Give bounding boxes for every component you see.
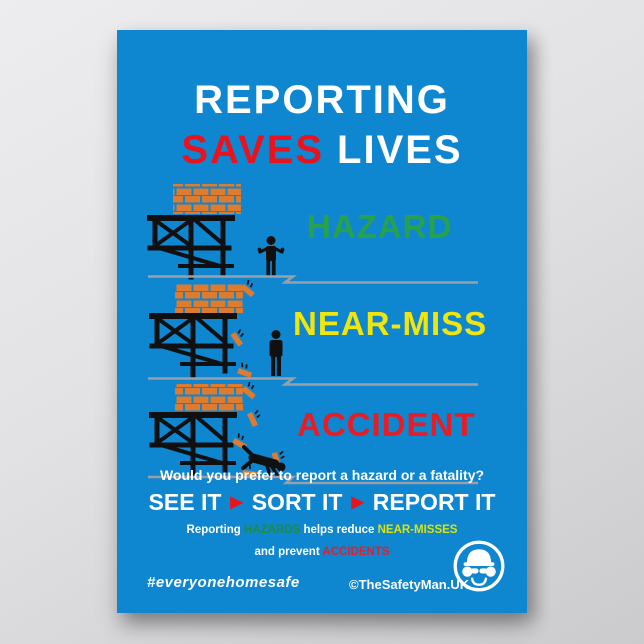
cta-sort-it: SORT IT (251, 489, 343, 515)
falling-brick-icon (241, 381, 259, 399)
title-saves: SAVES (181, 128, 325, 172)
hard-hat-icon (467, 549, 491, 563)
scaffold-icon (150, 218, 232, 277)
summary-line2-prefix: and prevent (254, 546, 323, 558)
brick-wall-icon (173, 184, 241, 214)
scaffold-icon (152, 316, 234, 375)
poster (117, 30, 527, 613)
summary-line1 (117, 524, 527, 536)
poster-title-line2 (117, 128, 527, 173)
scaffold-icon (152, 415, 234, 474)
question-text: Would you prefer to report a hazard or a fatality? (159, 467, 485, 483)
summary-word-hazards: HAZARDS (244, 524, 301, 536)
summary-word-accidents: ACCIDENTS (322, 546, 390, 558)
footer-credit: ©TheSafetyMan.UK (349, 577, 470, 592)
falling-brick-icon (237, 362, 254, 378)
summary-line1-prefix: Reporting (186, 524, 245, 536)
worker-standing-icon (270, 330, 283, 376)
chin-outline (472, 578, 486, 585)
summary-word-near-misses: NEAR-MISSES (377, 524, 458, 536)
arrow-right-icon: ▶ (230, 493, 243, 511)
scene-label-near-miss: NEAR-MISS (293, 305, 488, 342)
cta-line (117, 489, 527, 516)
safety-glasses-icon (479, 568, 487, 573)
worker-standing-icon (258, 236, 285, 276)
scene-label-hazard: HAZARD (307, 208, 453, 245)
falling-brick-icon (232, 433, 250, 450)
hard-hat-brim-icon (464, 562, 495, 566)
title-lives: LIVES (337, 128, 463, 172)
scene-label-accident: ACCIDENT (297, 406, 476, 443)
falling-brick-icon (247, 409, 263, 427)
safety-glasses-icon (471, 568, 479, 573)
summary-line1-middle: helps reduce (300, 524, 378, 536)
ground-line (148, 379, 478, 385)
falling-brick-icon (240, 279, 258, 297)
brick-wall-icon (175, 284, 243, 313)
footer-hashtag: #everyonehomesafe (147, 574, 300, 591)
cta-see-it: SEE IT (148, 489, 222, 515)
arrow-right-icon: ▶ (351, 493, 364, 511)
ground-line (148, 277, 478, 283)
brick-wall-icon (175, 384, 243, 412)
cta-report-it: REPORT IT (372, 489, 496, 515)
poster-title-line1: REPORTING (194, 78, 450, 122)
safety-man-logo (451, 538, 507, 594)
